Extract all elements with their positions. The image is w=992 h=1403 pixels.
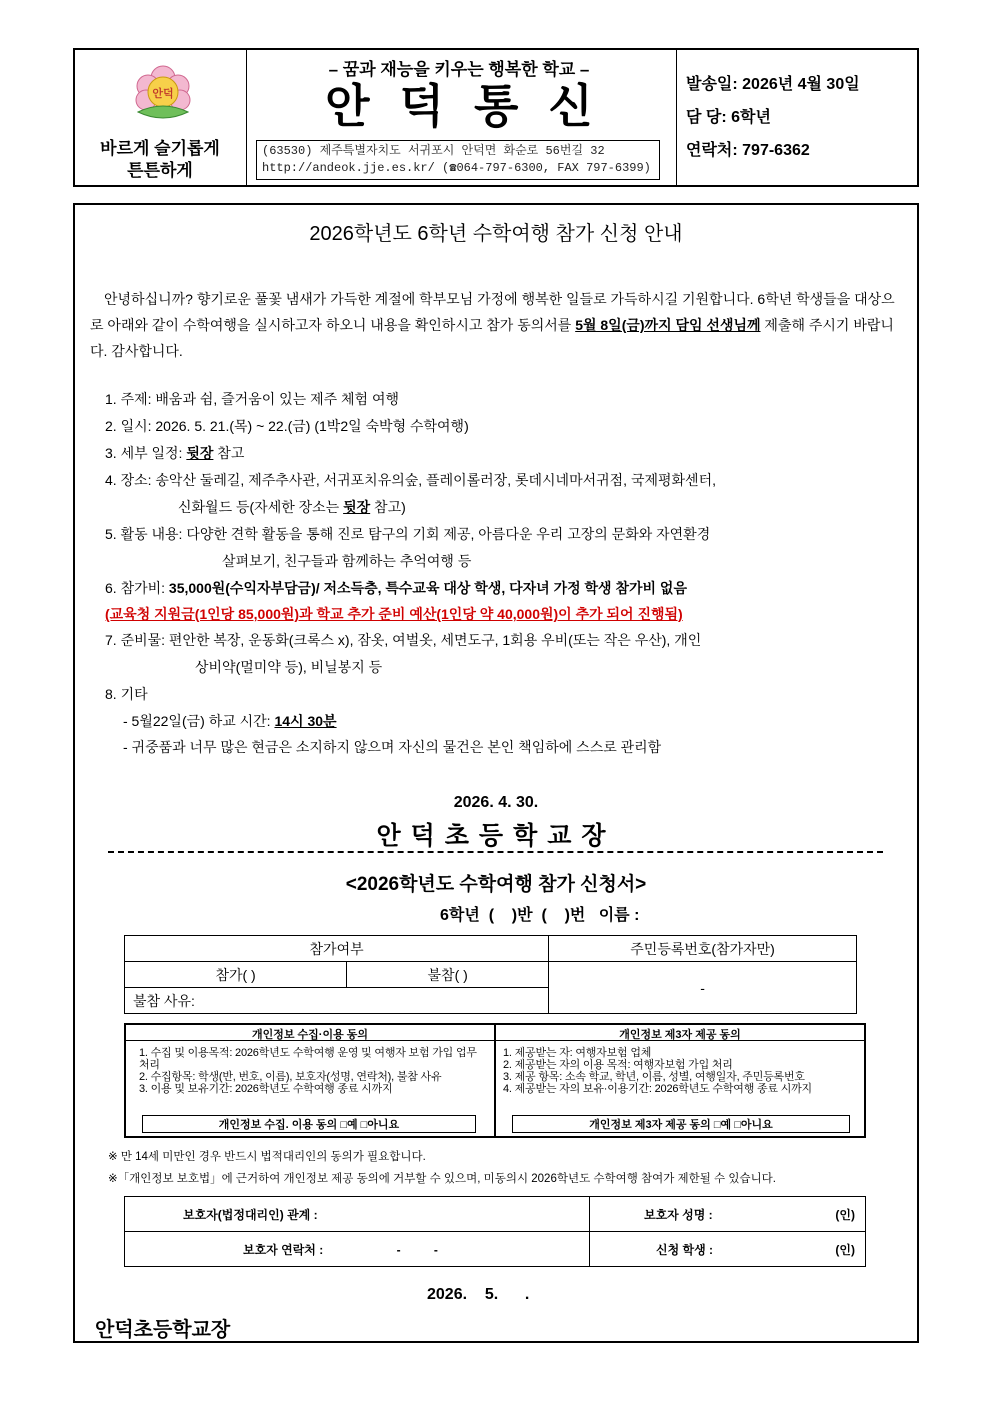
- guardian-seal-mark: (인): [835, 1207, 855, 1222]
- absent-field[interactable]: 불참( ): [347, 962, 549, 988]
- footer-principal: 안덕초등학교장: [95, 1319, 231, 1341]
- item4-cont-text: 신화월드 등(자세한 장소는: [178, 499, 344, 515]
- third-party-consent-checkbox-row[interactable]: 개인정보 제3자 제공 동의 □예 □아니요: [512, 1115, 850, 1133]
- guardian-phone-field[interactable]: [125, 1232, 590, 1267]
- item-activities-cont: 살펴보기, 친구들과 함께하는 추억여행 등: [222, 553, 472, 569]
- motto-line-1: 바르게 슬기롭게: [100, 139, 220, 158]
- application-date[interactable]: 2026. 5. .: [427, 1286, 530, 1303]
- in-charge: 담 당: 6학년: [686, 109, 771, 126]
- third-party-item-period: 4. 제공받는 자의 보유·이용기간: 2026학년도 수학여행 종료 시까지: [503, 1083, 812, 1095]
- item4-cont-suffix: 참고): [370, 499, 406, 515]
- item-supplies: 7. 준비물: 편안한 복장, 운동화(크록스 x), 잠옷, 여벌옷, 세면도구, 1회용 우비(또는 작은 우산), 개인: [105, 632, 702, 648]
- notice-date: 2026. 4. 30.: [453, 794, 539, 811]
- third-party-item-recipient: 1. 제공받는 자: 여행자보험 업체: [503, 1047, 652, 1059]
- privacy-law-note: ※「개인정보 보호법」에 근거하여 개인정보 제공 동의에 거부할 수 있으며, 미동의시 2026학년도 수학여행 참여가 제한될 수 있습니다.: [108, 1173, 776, 1185]
- guardian-relation-field[interactable]: 보호자(법정대리인) 관계 :: [125, 1197, 590, 1232]
- item-valuables: - 귀중품과 너무 많은 현금은 소지하지 않으며 자신의 물건은 본인 책임하에 스스로 관리함: [123, 739, 662, 755]
- cut-line: [108, 851, 883, 853]
- resident-id-field[interactable]: -: [549, 962, 857, 1014]
- item-theme: 1. 주제: 배움과 쉼, 즐거움이 있는 제주 체험 여행: [105, 391, 400, 407]
- participation-table: [124, 935, 857, 1014]
- collection-item-fields: 2. 수집항목: 학생(반, 번호, 이름), 보호자(성명, 연락처), 불참 사유: [139, 1071, 442, 1083]
- principal-signature: 안덕초등학교장: [376, 822, 616, 850]
- issue-info: [686, 68, 860, 167]
- collection-item-purpose: 1. 수집 및 이용목적: 2026학년도 수학여행 운영 및 여행자 보험 가입 업무 처리: [139, 1047, 477, 1071]
- guardian-phone-label: 보호자 연락처 :: [243, 1242, 324, 1257]
- intro-text: 안녕하십니까? 향기로운 풀꽃 냄새가 가득한 계절에 학부모님 가정에 행복한 일들로 가득하시길 기원합니다. 6학년 학생들을 대상으로 아래와 같이 수학여행을 실시하고자 하오니 내용을 확인하시고 참가 동의서를: [90, 291, 895, 333]
- collection-consent-title: 개인정보 수집·이용 동의: [251, 1029, 369, 1041]
- student-name-field[interactable]: [590, 1232, 866, 1267]
- item4-back-page: 뒷장: [343, 499, 371, 515]
- guardian-table: [124, 1196, 866, 1267]
- website-phone-line: http://andeok.jje.es.kr/ (☎064-797-6300, FAX 797-6399): [262, 161, 651, 175]
- contact-number: 연락처: 797-6362: [686, 142, 810, 159]
- item-fee-support: (교육청 지원금(1인당 85,000원)과 학교 추가 준비 예산(1인당 약 40,000원)이 추가 되어 진행됨): [105, 606, 683, 622]
- item3-suffix: 참고: [213, 445, 245, 461]
- student-seal-mark: (인): [835, 1242, 855, 1257]
- item-schedule-date: 2. 일시: 2026. 5. 21.(목) ~ 22.(금) (1박2일 숙박형 수학여행): [105, 418, 469, 434]
- item-places-cont: [178, 497, 406, 517]
- third-party-consent-title: 개인정보 제3자 제공 동의: [619, 1029, 741, 1041]
- motto-line-2: 튼튼하게: [127, 161, 193, 180]
- student-label: 신청 학생 :: [656, 1242, 714, 1257]
- item6-label: 6. 참가비:: [105, 580, 169, 596]
- absence-reason-field[interactable]: 불참 사유:: [125, 988, 549, 1014]
- item-other: 8. 기타: [105, 686, 148, 702]
- guardian-consent-note: ※ 만 14세 미만인 경우 반드시 법적대리인의 동의가 필요합니다.: [108, 1151, 426, 1163]
- newsletter-title: 안덕통신: [325, 79, 623, 133]
- third-party-consent-items: [503, 1047, 860, 1095]
- dismissal-time: 14시 30분: [274, 713, 337, 729]
- item-fee: [105, 578, 687, 598]
- item-places: 4. 장소: 송악산 둘레길, 제주추사관, 서귀포치유의숲, 플레이롤러장, 롯데시네마서귀점, 국제평화센터,: [105, 472, 716, 488]
- item-activities: 5. 활동 내용: 다양한 견학 활동을 통해 진로 탐구의 기회 제공, 아름다운 우리 고장의 문화와 자연환경: [105, 526, 711, 542]
- school-motto: [75, 138, 245, 182]
- school-address-box: [256, 140, 660, 180]
- collection-item-period: 3. 이용 및 보유기간: 2026학년도 수학여행 종료 시까지: [139, 1083, 393, 1095]
- item3-label: 3. 세부 일정:: [105, 445, 187, 461]
- submission-deadline: 5월 8일(금)까지 담임 선생님께: [575, 317, 761, 333]
- attend-field[interactable]: 참가( ): [125, 962, 347, 988]
- resident-id-header: 주민등록번호(참가자만): [549, 936, 857, 962]
- address-line: (63530) 제주특별자치도 서귀포시 안덕면 화순로 56번길 32: [262, 144, 605, 158]
- logo-text: 안덕: [152, 87, 174, 100]
- collection-consent-items: [139, 1047, 489, 1095]
- third-party-item-fields: 3. 제공 항목: 소속 학교, 학년, 이름, 성별, 여행일자, 주민등록번호: [503, 1071, 805, 1083]
- intro-closing: 제출해 주시기 바랍니다. 감사합니다.: [90, 317, 894, 359]
- participation-header: 참가여부: [125, 936, 549, 962]
- class-number-name-line[interactable]: 6학년 ( )반 ( )번 이름 :: [440, 907, 640, 924]
- intro-paragraph: [90, 286, 896, 364]
- application-title: <2026학년도 수학여행 참가 신청서>: [345, 874, 647, 895]
- item3-back-page: 뒷장: [186, 445, 214, 461]
- notice-title: 2026학년도 6학년 수학여행 참가 신청 안내: [309, 223, 683, 245]
- item6-fee-detail: 35,000원(수익자부담금)/ 저소득층, 특수교육 대상 학생, 다자녀 가정 학생 참가비 없음: [168, 580, 687, 596]
- guardian-name-label: 보호자 성명 :: [644, 1207, 713, 1222]
- guardian-name-field[interactable]: [590, 1197, 866, 1232]
- collection-consent-checkbox-row[interactable]: 개인정보 수집. 이용 동의 □예 □아니요: [142, 1115, 476, 1133]
- item-dismissal-time: [123, 711, 337, 731]
- school-logo: [128, 60, 198, 128]
- phone-blanks: - -: [396, 1242, 438, 1257]
- item-supplies-cont: 상비약(멀미약 등), 비닐봉지 등: [195, 659, 383, 675]
- third-party-item-purpose: 2. 제공받는 자의 이용 목적: 여행자보험 가입 처리: [503, 1059, 733, 1071]
- item-detail-schedule: [105, 443, 244, 463]
- issue-date: 발송일: 2026년 4월 30일: [686, 76, 860, 93]
- dismissal-label: - 5월22일(금) 하교 시간:: [123, 713, 275, 729]
- school-slogan: – 꿈과 재능을 키우는 행복한 학교 –: [328, 60, 590, 79]
